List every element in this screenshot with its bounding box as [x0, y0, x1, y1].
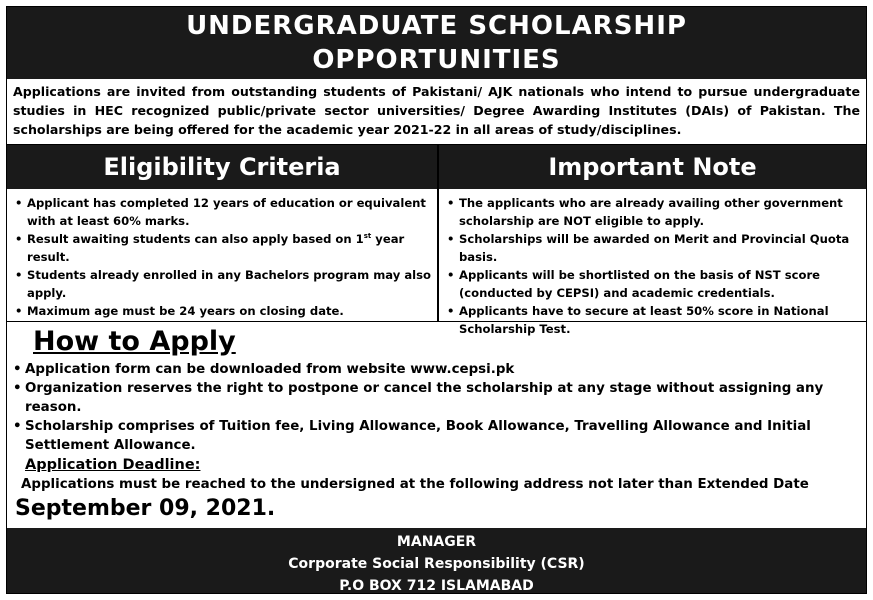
bullet-icon: • — [15, 268, 23, 282]
eligibility-title: Eligibility Criteria — [7, 145, 437, 189]
eligibility-item-2-tail: year result. — [27, 232, 405, 264]
intro-paragraph: Applications are invited from outstanding students of Pakistani/ AJK nationals who intend to pursue undergraduate studies in HEC recognized public/private sector universities/ Degree Awarding Institutes (DAIs) of Pakistan. The scholarships are being offered for the academic year 2021-22 in all areas of study/disciplines. — [7, 79, 866, 145]
list-item — [447, 266, 860, 302]
eligibility-item-2: Result awaiting students can also apply based on 1 — [27, 232, 364, 246]
bullet-icon: • — [447, 232, 455, 246]
how-to-apply-section — [7, 322, 866, 528]
bullet-icon: • — [15, 232, 23, 246]
list-item — [15, 194, 431, 230]
eligibility-item-3: Students already enrolled in any Bachelors program may also apply. — [27, 268, 432, 300]
list-item — [447, 302, 860, 338]
note-item-4: Applicants have to secure at least 50% score in National Scholarship Test. — [459, 304, 829, 336]
note-item-2: Scholarships will be awarded on Merit and Provincial Quota basis. — [459, 232, 850, 264]
apply-item-2: Organization reserves the right to postpone or cancel the scholarship at any stage without assigning any reason. — [25, 381, 824, 415]
footer-line-1: MANAGER — [396, 534, 477, 550]
contact-footer — [7, 528, 866, 594]
bullet-icon: • — [447, 304, 455, 318]
bullet-icon: • — [447, 196, 455, 210]
list-item — [15, 302, 431, 320]
list-item — [13, 379, 860, 417]
deadline-date: September 09, 2021. — [15, 496, 276, 521]
title-line-2: OPPORTUNITIES — [312, 45, 561, 75]
how-to-apply-title: How to Apply — [33, 326, 236, 357]
eligibility-item-1: Applicant has completed 12 years of education or equivalent with at least 60% marks. — [27, 196, 426, 228]
note-list — [439, 189, 866, 338]
apply-item-1: Application form can be downloaded from website www.cepsi.pk — [25, 362, 515, 377]
note-item-3: Applicants will be shortlisted on the basis of NST score (conducted by CEPSI) and academic credentials. — [459, 268, 821, 300]
ordinal-suffix: st — [363, 232, 372, 241]
apply-item-3: Scholarship comprises of Tuition fee, Living Allowance, Book Allowance, Travelling Allowance and Initial Settlement Allowance. — [25, 419, 811, 453]
note-item-1: The applicants who are already availing other government scholarship are NOT eligible to apply. — [459, 196, 843, 228]
footer-line-2: Corporate Social Responsibility (CSR) — [288, 556, 585, 572]
title-line-1: UNDERGRADUATE SCHOLARSHIP — [186, 11, 687, 41]
title-bar — [7, 7, 866, 79]
list-item — [15, 266, 431, 302]
list-item — [15, 230, 431, 266]
bullet-icon: • — [13, 381, 22, 396]
list-item — [447, 230, 860, 266]
apply-list — [13, 360, 860, 455]
eligibility-list — [7, 189, 437, 320]
footer-line-3: P.O BOX 712 ISLAMABAD — [339, 578, 534, 594]
list-item — [447, 194, 860, 230]
deadline-title: Application Deadline: — [25, 457, 201, 473]
bullet-icon: • — [15, 304, 23, 318]
bullet-icon: • — [13, 419, 22, 434]
bullet-icon: • — [447, 268, 455, 282]
bullet-icon: • — [13, 362, 22, 377]
list-item — [13, 417, 860, 455]
list-item — [13, 360, 860, 379]
bullet-icon: • — [15, 196, 23, 210]
advertisement — [6, 6, 867, 594]
eligibility-item-4: Maximum age must be 24 years on closing date. — [27, 304, 344, 318]
criteria-section — [7, 145, 866, 336]
note-column — [439, 145, 866, 336]
eligibility-column — [7, 145, 439, 321]
deadline-text: Applications must be reached to the undersigned at the following address not later than Extended Date — [21, 477, 809, 492]
note-title: Important Note — [439, 145, 866, 189]
